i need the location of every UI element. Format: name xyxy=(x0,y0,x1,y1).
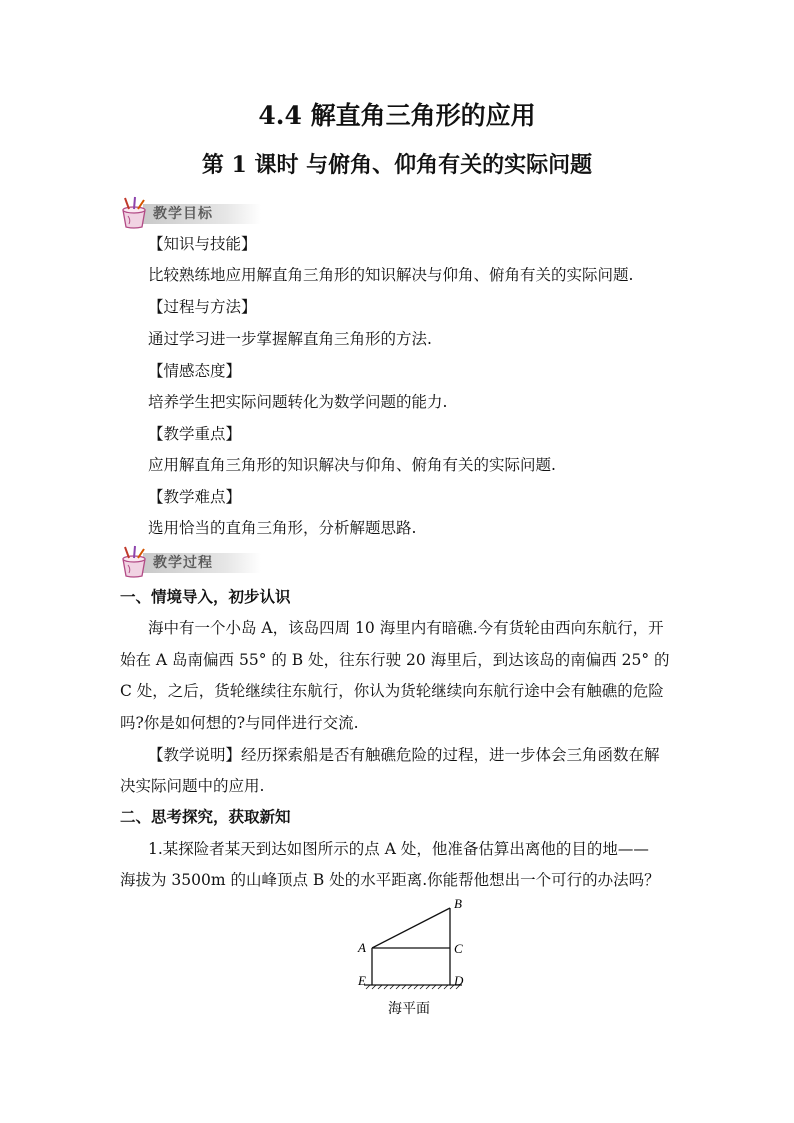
label-d: D xyxy=(454,973,464,988)
badge-label: 教学目标 xyxy=(153,206,213,222)
paragraph-line: 吗?你是如何想的?与同伴进行交流. xyxy=(120,714,359,732)
pencil-cup-icon xyxy=(117,545,151,579)
teaching-note-line: 决实际问题中的应用. xyxy=(120,777,265,795)
goal-text: 选用恰当的直角三角形，分析解题思路. xyxy=(148,519,417,537)
teaching-note-line: 【教学说明】经历探索船是否有触礁危险的过程，进一步体会三角函数在解 xyxy=(148,746,660,764)
section-heading: 一、情境导入，初步认识 xyxy=(120,588,291,606)
goal-heading: 【知识与技能】 xyxy=(148,235,257,253)
pencil-cup-icon xyxy=(117,196,151,230)
paragraph-line: 1.某探险者某天到达如图所示的点 A 处，他准备估算出离他的目的地—— xyxy=(148,840,649,858)
paragraph-line: 海中有一个小岛 A，该岛四周 10 海里内有暗礁.今有货轮由西向东航行，开 xyxy=(148,619,664,637)
page-subtitle: 第 1 课时 与俯角、仰角有关的实际问题 xyxy=(201,152,593,178)
process-badge xyxy=(113,545,273,579)
figure-caption: 海平面 xyxy=(388,1001,430,1017)
paragraph-line: C 处，之后，货轮继续往东航行，你认为货轮继续向东航行途中会有触礁的危险 xyxy=(120,682,664,700)
line-ab xyxy=(372,908,450,948)
goal-heading: 【教学重点】 xyxy=(148,425,242,443)
label-e: E xyxy=(358,973,366,988)
goal-text: 培养学生把实际问题转化为数学问题的能力. xyxy=(148,393,448,411)
mountain-distance-figure xyxy=(350,890,480,1020)
page-title: 4.4 解直角三角形的应用 xyxy=(258,101,536,130)
label-b: B xyxy=(454,896,462,911)
goals-badge xyxy=(113,196,273,230)
goal-heading: 【教学难点】 xyxy=(148,488,242,506)
label-c: C xyxy=(454,941,463,956)
goal-text: 应用解直角三角形的知识解决与仰角、俯角有关的实际问题. xyxy=(148,456,556,474)
goal-text: 比较熟练地应用解直角三角形的知识解决与仰角、俯角有关的实际问题. xyxy=(148,266,634,284)
goal-text: 通过学习进一步掌握解直角三角形的方法. xyxy=(148,330,432,348)
section-heading: 二、思考探究，获取新知 xyxy=(120,808,291,826)
badge-label: 教学过程 xyxy=(153,555,213,571)
goal-heading: 【过程与方法】 xyxy=(148,298,257,316)
paragraph-line: 始在 A 岛南偏西 55° 的 B 处，往东行驶 20 海里后，到达该岛的南偏西 25° 的 xyxy=(120,651,670,669)
goal-heading: 【情感态度】 xyxy=(148,362,242,380)
label-a: A xyxy=(358,940,366,955)
paragraph-line: 海拔为 3500m 的山峰顶点 B 处的水平距离.你能帮他想出一个可行的办法吗？ xyxy=(120,871,660,889)
